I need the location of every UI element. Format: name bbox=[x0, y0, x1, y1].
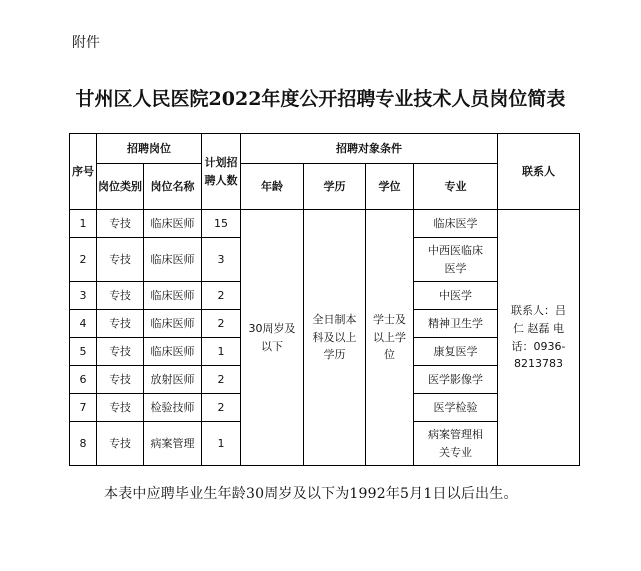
cell-name: 临床医师 bbox=[144, 238, 202, 282]
header-contact: 联系人 bbox=[498, 134, 580, 210]
header-name: 岗位名称 bbox=[144, 164, 202, 210]
cell-category: 专技 bbox=[97, 238, 144, 282]
cell-category: 专技 bbox=[97, 394, 144, 422]
cell-category: 专技 bbox=[97, 338, 144, 366]
cell-name: 临床医师 bbox=[144, 338, 202, 366]
attachment-label: 附件 bbox=[72, 35, 100, 51]
cell-category: 专技 bbox=[97, 210, 144, 238]
cell-contact: 联系人：吕仁 赵磊 电话：0936-8213783 bbox=[498, 210, 580, 466]
cell-name: 临床医师 bbox=[144, 310, 202, 338]
cell-count: 2 bbox=[202, 394, 241, 422]
cell-seq: 2 bbox=[70, 238, 97, 282]
cell-name: 病案管理 bbox=[144, 422, 202, 466]
cell-count: 2 bbox=[202, 366, 241, 394]
footnote: 本表中应聘毕业生年龄30周岁及以下为1992年5月1日以后出生。 bbox=[104, 486, 518, 502]
page-title: 甘州区人民医院2022年度公开招聘专业技术人员岗位简表 bbox=[75, 88, 566, 110]
cell-seq: 4 bbox=[70, 310, 97, 338]
cell-major: 精神卫生学 bbox=[414, 310, 498, 338]
header-major: 专业 bbox=[414, 164, 498, 210]
header-category: 岗位类别 bbox=[97, 164, 144, 210]
header-education: 学历 bbox=[304, 164, 366, 210]
cell-major: 临床医学 bbox=[414, 210, 498, 238]
cell-major: 中西医临床医学 bbox=[414, 238, 498, 282]
header-seq: 序号 bbox=[70, 134, 97, 210]
cell-major: 病案管理相关专业 bbox=[414, 422, 498, 466]
cell-age: 30周岁及以下 bbox=[241, 210, 304, 466]
cell-count: 1 bbox=[202, 422, 241, 466]
cell-category: 专技 bbox=[97, 310, 144, 338]
cell-seq: 6 bbox=[70, 366, 97, 394]
cell-category: 专技 bbox=[97, 366, 144, 394]
cell-degree: 学士及以上学位 bbox=[366, 210, 414, 466]
header-conditions: 招聘对象条件 bbox=[241, 134, 498, 164]
cell-seq: 5 bbox=[70, 338, 97, 366]
cell-count: 2 bbox=[202, 310, 241, 338]
cell-seq: 1 bbox=[70, 210, 97, 238]
cell-major: 医学检验 bbox=[414, 394, 498, 422]
cell-seq: 8 bbox=[70, 422, 97, 466]
cell-seq: 7 bbox=[70, 394, 97, 422]
header-count: 计划招聘人数 bbox=[202, 134, 241, 210]
cell-count: 15 bbox=[202, 210, 241, 238]
cell-count: 2 bbox=[202, 282, 241, 310]
cell-count: 3 bbox=[202, 238, 241, 282]
header-age: 年龄 bbox=[241, 164, 304, 210]
positions-table bbox=[69, 133, 580, 466]
header-degree: 学位 bbox=[366, 164, 414, 210]
cell-seq: 3 bbox=[70, 282, 97, 310]
cell-category: 专技 bbox=[97, 282, 144, 310]
cell-major: 医学影像学 bbox=[414, 366, 498, 394]
cell-major: 康复医学 bbox=[414, 338, 498, 366]
cell-name: 放射医师 bbox=[144, 366, 202, 394]
cell-category: 专技 bbox=[97, 422, 144, 466]
cell-education: 全日制本科及以上学历 bbox=[304, 210, 366, 466]
header-position-group: 招聘岗位 bbox=[97, 134, 202, 164]
cell-name: 临床医师 bbox=[144, 282, 202, 310]
cell-major: 中医学 bbox=[414, 282, 498, 310]
table-row bbox=[70, 210, 580, 238]
cell-name: 临床医师 bbox=[144, 210, 202, 238]
cell-count: 1 bbox=[202, 338, 241, 366]
cell-name: 检验技师 bbox=[144, 394, 202, 422]
